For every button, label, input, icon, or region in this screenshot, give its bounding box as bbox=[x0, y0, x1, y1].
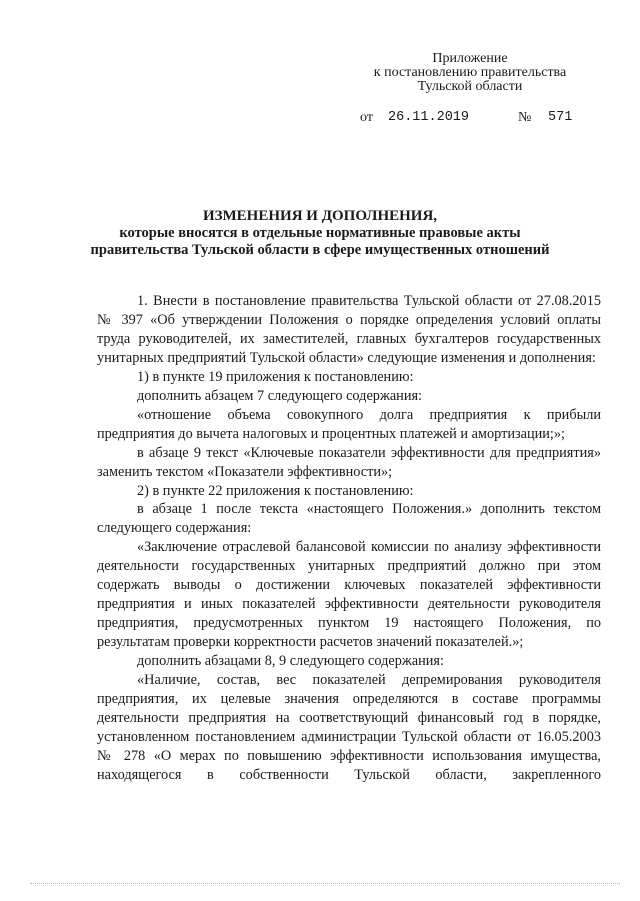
paragraph: в абзаце 9 текст «Ключевые показатели эффективности для предприятия» заменить текстом «Показатели эффективности»; bbox=[97, 444, 601, 480]
title-line-1: ИЗМЕНЕНИЯ И ДОПОЛНЕНИЯ, bbox=[202, 208, 438, 224]
appendix-line-1: Приложение bbox=[432, 51, 508, 66]
date-label: от bbox=[360, 110, 373, 125]
document-body bbox=[97, 292, 601, 785]
paragraph: 1. Внести в постановление правительства Тульской области от 27.08.2015 № 397 «Об утверждении Положения о порядке определения условий оплаты труда руководителей, их заместителей, главных бухгалтеров государственных унитарных предприятий Тульской области» следующие изменения и дополнения: bbox=[97, 293, 601, 366]
document-date: 26.11.2019 bbox=[388, 110, 470, 125]
scan-edge-dots bbox=[30, 883, 620, 886]
paragraph: дополнить абзацами 8, 9 следующего содержания: bbox=[137, 653, 444, 670]
appendix-line-3: Тульской области bbox=[417, 79, 523, 94]
paragraph: «Наличие, состав, вес показателей депремирования руководителя предприятия, их целевые значения определяются в составе программы деятельности предприятия на соответствующий финансовый год в порядке, установленном постановлением администрации Тульской области от 16.05.2003 № 278 «О мерах по повышению эффективности использования имущества, находящегося в собственности Тульской области, закрепленного bbox=[97, 672, 601, 783]
appendix-line-2: к постановлению правительства bbox=[373, 65, 567, 80]
appendix-header bbox=[360, 52, 580, 94]
document-title bbox=[70, 208, 570, 259]
title-line-2: которые вносятся в отдельные нормативные правовые акты bbox=[119, 225, 521, 241]
paragraph: 2) в пункте 22 приложения к постановлению: bbox=[137, 482, 414, 499]
paragraph: в абзаце 1 после текста «настоящего Положения.» дополнить текстом следующего содержания: bbox=[97, 501, 601, 537]
document-number: 571 bbox=[548, 110, 573, 125]
paragraph: дополнить абзацем 7 следующего содержания: bbox=[137, 387, 423, 404]
paragraph: 1) в пункте 19 приложения к постановлению: bbox=[137, 368, 414, 385]
document-requisites bbox=[360, 110, 573, 125]
title-line-3: правительства Тульской области в сфере имущественных отношений bbox=[90, 242, 550, 258]
paragraph: «Заключение отраслевой балансовой комиссии по анализу эффективности деятельности государственных унитарных предприятий должно при этом содержать выводы о достижении ключевых показателей эффективности предприятия и иных показателей эффективности деятельности руководителя предприятия, предусмотренных пунктом 19 настоящего Положения, по результатам проверки корректности расчетов значений показателей.»; bbox=[97, 539, 601, 651]
paragraph: «отношение объема совокупного долга предприятия к прибыли предприятия до вычета налоговых и процентных платежей и амортизации;»; bbox=[97, 406, 601, 442]
number-sign: № bbox=[518, 110, 532, 125]
